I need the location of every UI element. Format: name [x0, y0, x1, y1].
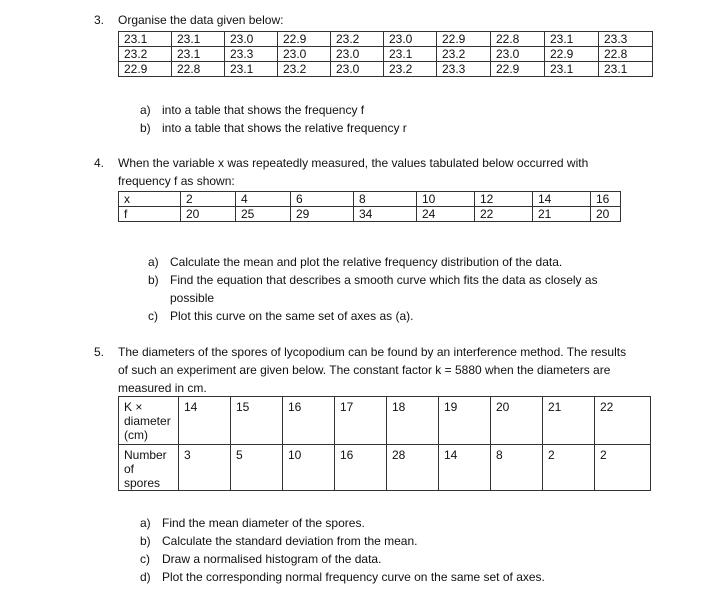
q5-line-3: measured in cm.: [118, 381, 207, 395]
q4-line-2: frequency f as shown:: [118, 174, 235, 188]
q5-number: 5.: [94, 345, 105, 359]
part-label: a): [148, 255, 159, 269]
table-cell: 3: [179, 445, 231, 491]
row-header-line: Number: [124, 448, 167, 462]
q5-part-c: [140, 552, 381, 566]
table-cell: 2: [595, 445, 651, 491]
table-cell: 22.9: [491, 62, 545, 77]
table-cell: 23.0: [491, 47, 545, 62]
table-cell: 23.1: [225, 62, 278, 77]
table-cell: 8: [491, 445, 543, 491]
table-cell: 23.3: [437, 62, 491, 77]
part-text: Draw a normalised histogram of the data.: [162, 552, 382, 566]
table-cell: 16: [335, 445, 387, 491]
part-label: b): [140, 534, 151, 548]
part-text: Calculate the standard deviation from the mean.: [162, 534, 418, 548]
table-cell: 23.0: [384, 32, 437, 47]
table-cell: 22.9: [437, 32, 491, 47]
table-cell: 6: [291, 192, 354, 207]
table-cell: 15: [231, 397, 283, 445]
table-cell: 23.3: [225, 47, 278, 62]
part-text: into a table that shows the relative frequency r: [162, 121, 407, 135]
table-cell: 23.1: [384, 47, 437, 62]
q3-part-a: [140, 103, 364, 117]
q4-number: 4.: [94, 156, 105, 170]
table-cell: 23.3: [599, 32, 653, 47]
table-cell: 20: [591, 207, 621, 222]
table-row: [119, 62, 653, 77]
table-cell: 12: [475, 192, 533, 207]
table-cell: 18: [387, 397, 439, 445]
table-cell: 23.2: [119, 47, 172, 62]
row-header-line: of: [124, 462, 135, 476]
table-cell: 16: [283, 397, 335, 445]
table-cell: 23.2: [331, 32, 384, 47]
q4-line-1: When the variable x was repeatedly measured, the values tabulated below occurred with: [118, 156, 589, 170]
table-row: [119, 207, 621, 222]
table-cell: 23.0: [331, 47, 384, 62]
table-cell: 23.1: [599, 62, 653, 77]
part-label: a): [140, 516, 151, 530]
table-cell: 2: [181, 192, 236, 207]
part-text: Plot this curve on the same set of axes as (a).: [170, 309, 414, 323]
table-cell: 23.0: [278, 47, 331, 62]
q4-part-a: [148, 255, 562, 269]
table-cell: 22: [595, 397, 651, 445]
table-cell: 29: [291, 207, 354, 222]
table-cell: 28: [387, 445, 439, 491]
table-cell: 22.9: [278, 32, 331, 47]
table-cell: 23.1: [545, 62, 599, 77]
table-cell: 22: [475, 207, 533, 222]
table-cell: 21: [533, 207, 591, 222]
table-row: [119, 397, 651, 445]
row-header: x: [119, 192, 181, 207]
q5-spores-table: [118, 396, 651, 491]
table-cell: 22.9: [545, 47, 599, 62]
table-cell: 23.0: [331, 62, 384, 77]
table-row: [119, 192, 621, 207]
table-cell: 19: [439, 397, 491, 445]
row-header-line: diameter: [124, 414, 171, 428]
row-header-line: (cm): [124, 428, 148, 442]
q5-part-a: [140, 516, 365, 530]
row-header-line: K ×: [124, 400, 143, 414]
table-row: [119, 445, 651, 491]
q3-number: 3.: [94, 13, 105, 27]
q5-part-d: [140, 570, 545, 584]
row-header: [119, 445, 179, 491]
table-cell: 8: [354, 192, 417, 207]
table-cell: 23.2: [278, 62, 331, 77]
row-header-line: spores: [124, 476, 161, 490]
part-label: b): [140, 121, 151, 135]
table-cell: 34: [354, 207, 417, 222]
part-text: Find the mean diameter of the spores.: [162, 516, 365, 530]
table-cell: 23.1: [119, 32, 172, 47]
table-cell: 21: [543, 397, 595, 445]
table-cell: 4: [236, 192, 291, 207]
part-label: c): [148, 309, 158, 323]
part-label: c): [140, 552, 150, 566]
row-header: f: [119, 207, 181, 222]
part-label: d): [140, 570, 151, 584]
part-text: into a table that shows the frequency f: [162, 103, 365, 117]
table-cell: 23.0: [225, 32, 278, 47]
table-cell: 14: [439, 445, 491, 491]
table-cell: 2: [543, 445, 595, 491]
table-cell: 23.1: [172, 47, 225, 62]
q3-data-table: [118, 31, 653, 77]
part-text: Calculate the mean and plot the relative frequency distribution of the data.: [170, 255, 563, 269]
q3-prompt: Organise the data given below:: [118, 13, 284, 27]
table-cell: 23.2: [384, 62, 437, 77]
q4-frequency-table: [118, 191, 621, 222]
table-row: [119, 32, 653, 47]
table-cell: 20: [181, 207, 236, 222]
part-label: a): [140, 103, 151, 117]
table-cell: 10: [417, 192, 475, 207]
table-row: [119, 47, 653, 62]
table-cell: 17: [335, 397, 387, 445]
table-cell: 10: [283, 445, 335, 491]
q4-part-b: [148, 273, 598, 287]
table-cell: 25: [236, 207, 291, 222]
table-cell: 24: [417, 207, 475, 222]
part-text: Find the equation that describes a smooth curve which fits the data as closely as: [170, 273, 598, 287]
q5-line-2: of such an experiment are given below. The constant factor k = 5880 when the diameters are: [118, 363, 611, 377]
table-cell: 22.8: [491, 32, 545, 47]
table-cell: 23.2: [437, 47, 491, 62]
q4-part-b-continuation: possible: [170, 291, 215, 305]
q5-part-b: [140, 534, 417, 548]
q4-part-c: [148, 309, 413, 323]
table-cell: 23.1: [545, 32, 599, 47]
table-cell: 20: [491, 397, 543, 445]
table-cell: 22.8: [599, 47, 653, 62]
q5-line-1: The diameters of the spores of lycopodium can be found by an interference method. The results: [118, 345, 627, 359]
part-label: b): [148, 273, 159, 287]
table-cell: 23.1: [172, 32, 225, 47]
part-text: Plot the corresponding normal frequency curve on the same set of axes.: [162, 570, 545, 584]
table-cell: 16: [591, 192, 621, 207]
table-cell: 22.9: [119, 62, 172, 77]
q3-part-b: [140, 121, 407, 135]
table-cell: 22.8: [172, 62, 225, 77]
table-cell: 14: [179, 397, 231, 445]
table-cell: 5: [231, 445, 283, 491]
table-cell: 14: [533, 192, 591, 207]
row-header: [119, 397, 179, 445]
